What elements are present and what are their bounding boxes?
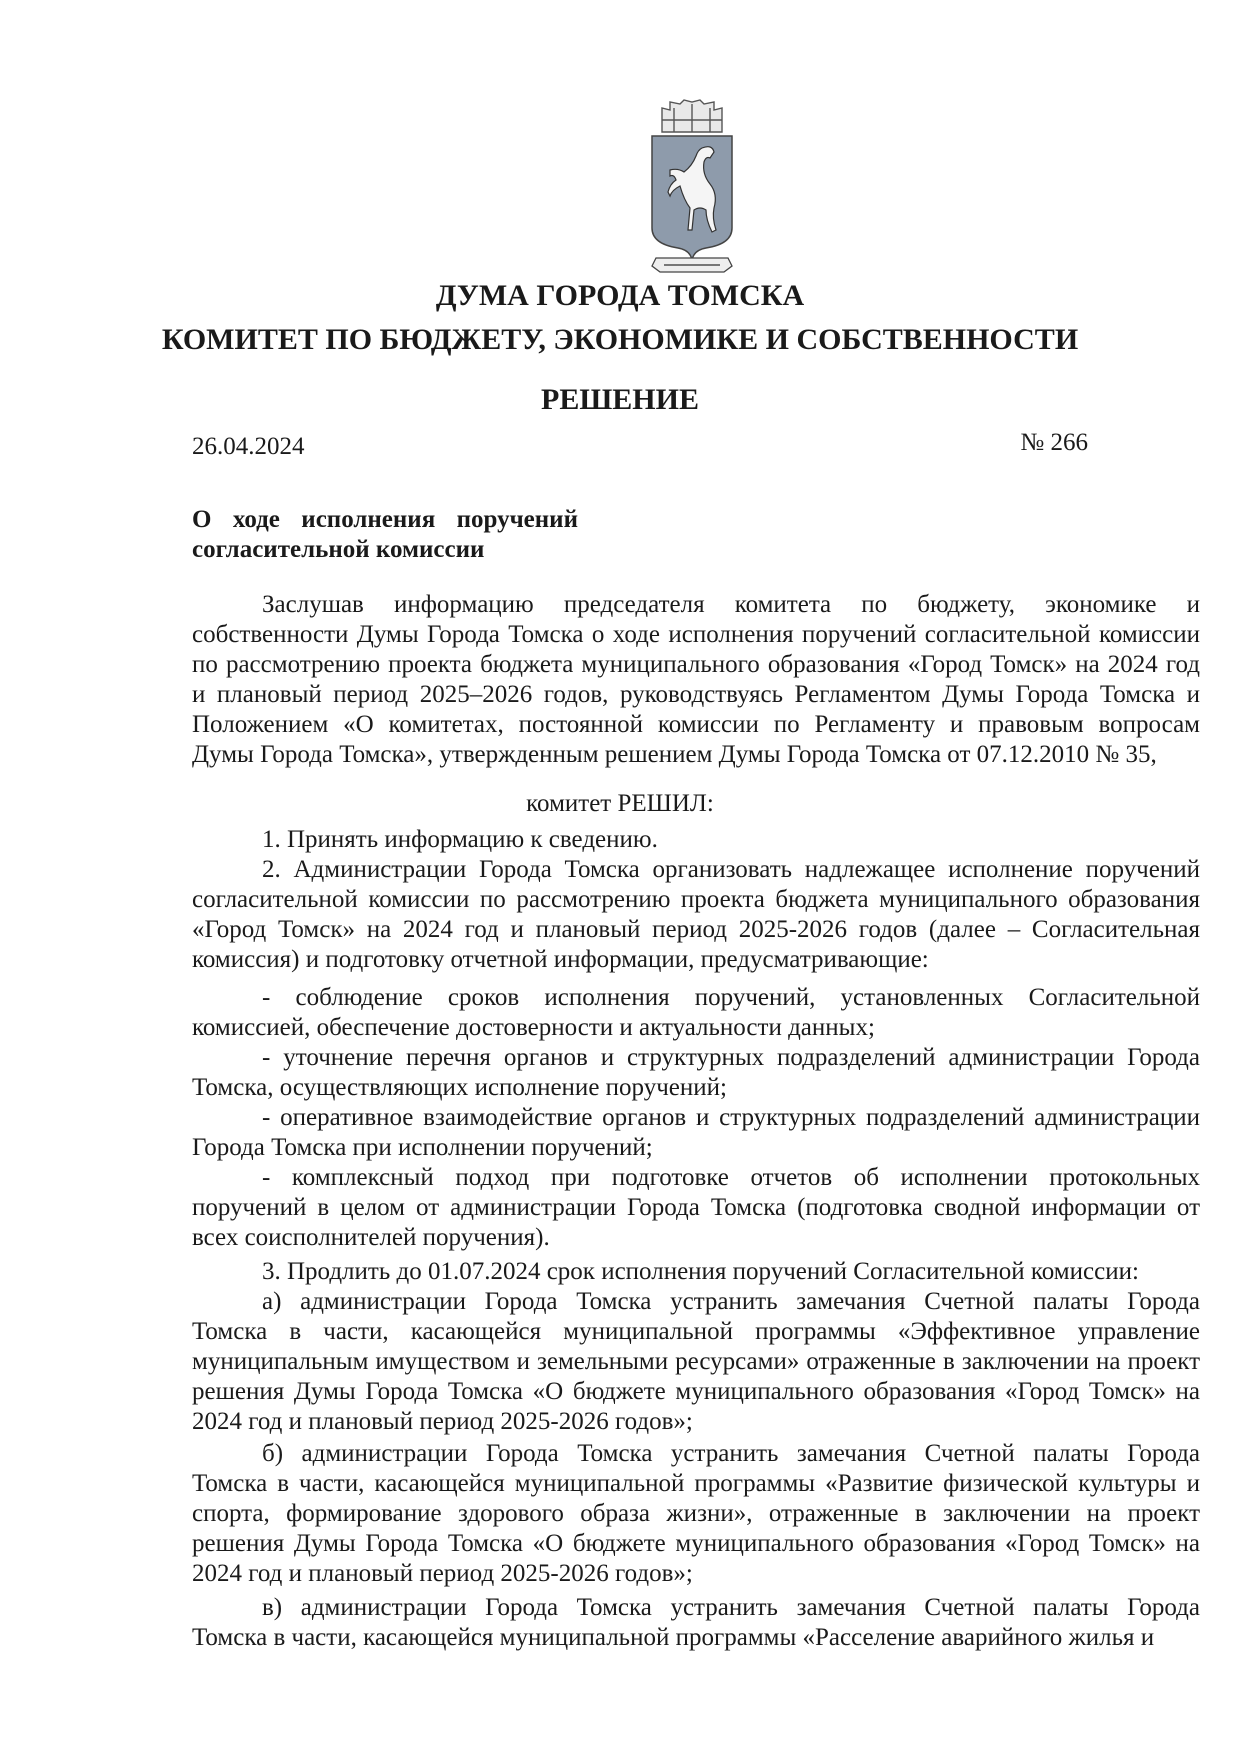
resolution-item <box>192 1593 1200 1653</box>
subject-heading <box>192 505 578 565</box>
coat-of-arms-emblem <box>640 98 744 276</box>
text-line: Города Томска при исполнении поручений; <box>192 1134 653 1161</box>
text-line: и плановый период 2025–2026 годов, руководствуясь Регламентом Думы Города Томска и <box>192 681 1200 708</box>
text-line: собственности Думы Города Томска о ходе исполнения поручений согласительной комиссии <box>192 621 1200 648</box>
document-date: 26.04.2024 <box>192 433 305 460</box>
text-line: спорта, формирование здорового образа жизни», отраженные в заключении на проект <box>192 1500 1200 1527</box>
text-line: Положением «О комитетах, постоянной комиссии по Регламенту и правовым вопросам <box>192 711 1200 738</box>
org-title: ДУМА ГОРОДА ТОМСКА <box>435 279 805 312</box>
resolution-item <box>192 1257 1200 1287</box>
text-line: 2024 год и плановый период 2025-2026 годов»; <box>192 1560 693 1587</box>
text-line: согласительной комиссии по рассмотрению проекта бюджета муниципального образования <box>192 886 1200 913</box>
resolution-items <box>192 825 1200 1653</box>
text-line: - оперативное взаимодействие органов и структурных подразделений администрации <box>262 1104 1200 1131</box>
text-line: б) администрации Города Томска устранить замечания Счетной палаты Города <box>262 1440 1200 1467</box>
text-line: Заслушав информацию председателя комитета по бюджету, экономике и <box>262 591 1200 618</box>
document-number: № 266 <box>1020 429 1088 456</box>
text-line: поручений в целом от администрации Города Томска (подготовка сводной информации от <box>192 1194 1200 1221</box>
text-line: по рассмотрению проекта бюджета муниципального образования «Город Томск» на 2024 год <box>192 651 1200 678</box>
resolution-item <box>192 1163 1200 1253</box>
text-line: - уточнение перечня органов и структурных подразделений администрации Города <box>262 1044 1200 1071</box>
text-line: 2. Администрации Города Томска организовать надлежащее исполнение поручений <box>262 856 1200 883</box>
resolution-item <box>192 825 1200 855</box>
resolution-item <box>192 1043 1200 1103</box>
text-line: «Город Томск» на 2024 год и плановый период 2025-2026 годов (далее – Согласительная <box>192 916 1200 943</box>
text-line: Томска, осуществляющих исполнение поручений; <box>192 1074 727 1101</box>
committee-title: КОМИТЕТ ПО БЮДЖЕТУ, ЭКОНОМИКЕ И СОБСТВЕННОСТИ <box>161 323 1079 356</box>
resolved-heading: комитет РЕШИЛ: <box>526 790 714 817</box>
text-line: 3. Продлить до 01.07.2024 срок исполнения поручений Согласительной комиссии: <box>262 1258 1139 1285</box>
subject-line: согласительной комиссии <box>192 536 485 563</box>
resolution-item <box>192 983 1200 1043</box>
text-line: комиссией, обеспечение достоверности и актуальности данных; <box>192 1014 875 1041</box>
text-line: Томска в части, касающейся муниципальной программы «Расселение аварийного жилья и <box>192 1624 1155 1651</box>
text-line: комиссия) и подготовку отчетной информации, предусматривающие: <box>192 946 929 973</box>
preamble-paragraph <box>192 590 1200 770</box>
text-line: Томска в части, касающейся муниципальной программы «Развитие физической культуры и <box>192 1470 1200 1497</box>
text-line: решения Думы Города Томска «О бюджете муниципального образования «Город Томск» на <box>192 1530 1200 1557</box>
preamble-text <box>192 590 1200 770</box>
resolution-item <box>192 1439 1200 1589</box>
text-line: 2024 год и плановый период 2025-2026 годов»; <box>192 1408 693 1435</box>
text-line: - соблюдение сроков исполнения поручений, установленных Согласительной <box>262 984 1200 1011</box>
text-line: всех соисполнителей поручения). <box>192 1224 550 1251</box>
text-line: решения Думы Города Томска «О бюджете муниципального образования «Город Томск» на <box>192 1378 1200 1405</box>
text-line: в) администрации Города Томска устранить замечания Счетной палаты Города <box>262 1594 1200 1621</box>
text-line: - комплексный подход при подготовке отчетов об исполнении протокольных <box>262 1164 1200 1191</box>
subject-line: О ходе исполнения поручений <box>192 506 578 533</box>
text-line: 1. Принять информацию к сведению. <box>262 826 658 853</box>
document-type: РЕШЕНИЕ <box>541 383 699 416</box>
resolution-item <box>192 1103 1200 1163</box>
text-line: Думы Города Томска», утвержденным решением Думы Города Томска от 07.12.2010 № 35, <box>192 741 1157 768</box>
text-line: Томска в части, касающейся муниципальной программы «Эффективное управление <box>192 1318 1200 1345</box>
text-line: а) администрации Города Томска устранить замечания Счетной палаты Города <box>262 1288 1200 1315</box>
resolution-item <box>192 1287 1200 1437</box>
resolution-item <box>192 855 1200 975</box>
text-line: муниципальным имуществом и земельными ресурсами» отраженные в заключении на проект <box>192 1348 1200 1375</box>
